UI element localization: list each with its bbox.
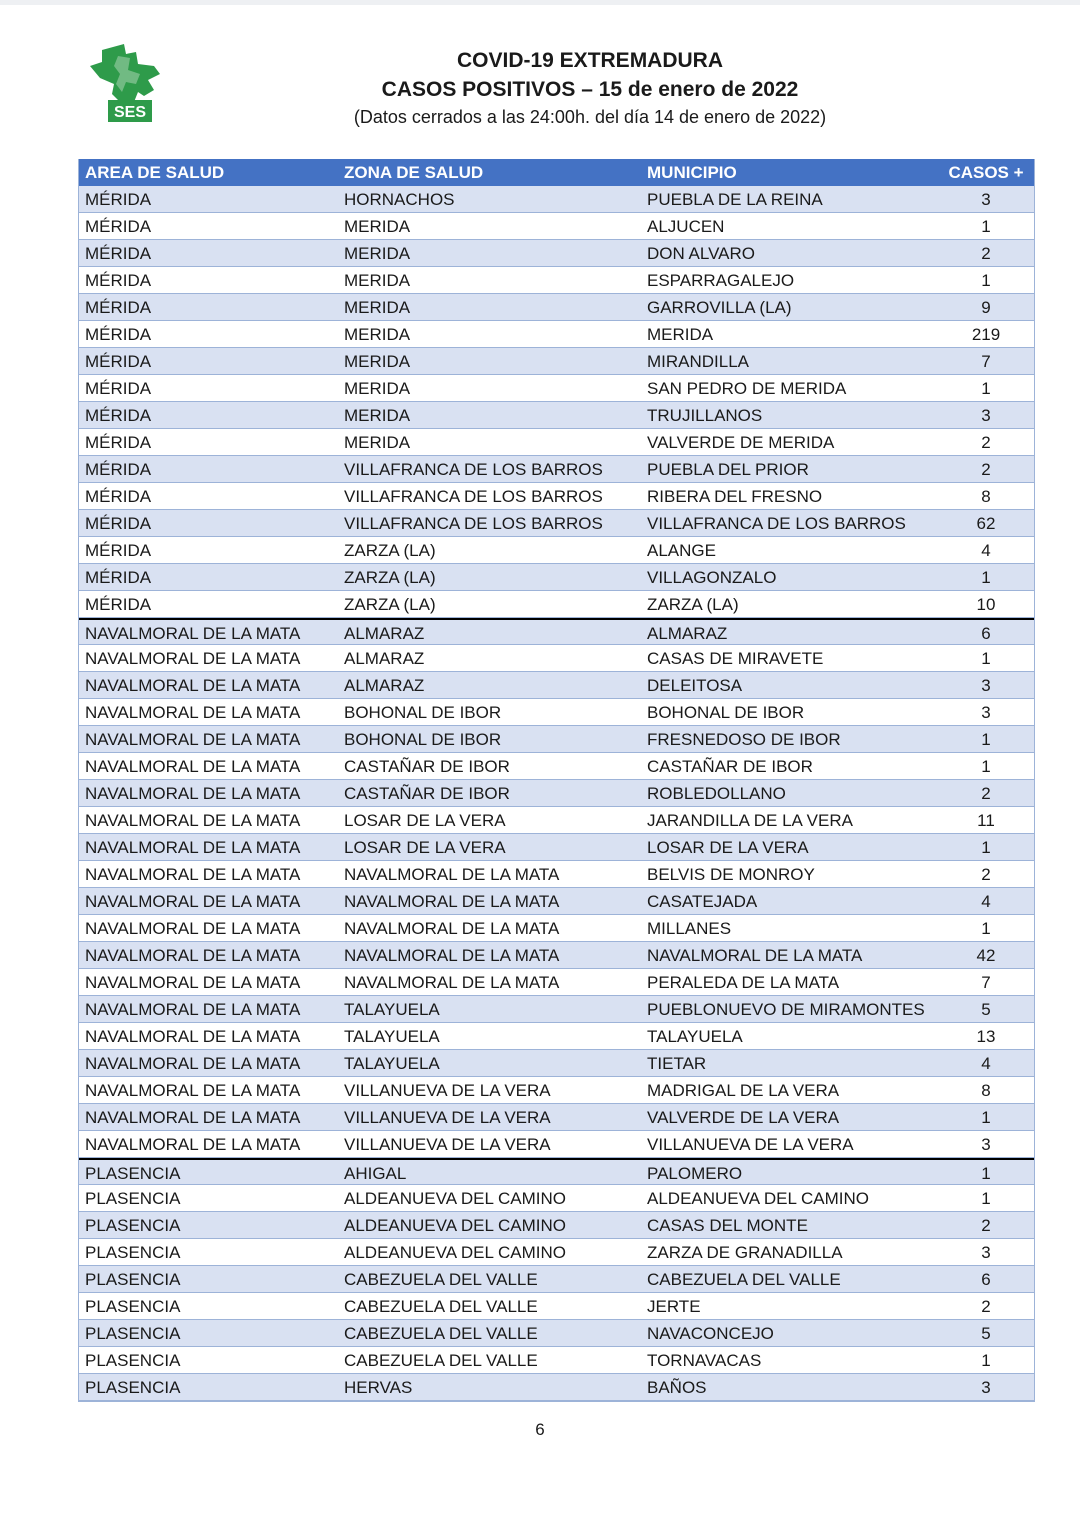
cell-zona: ZARZA (LA)	[344, 541, 436, 560]
cell-zona: ZARZA (LA)	[344, 595, 436, 614]
cell-municipio: RIBERA DEL FRESNO	[647, 487, 823, 506]
cell-area: NAVALMORAL DE LA MATA	[85, 1000, 301, 1019]
cell-casos: 1	[981, 730, 991, 749]
table-row	[79, 267, 1034, 294]
cell-casos: 1	[981, 1189, 991, 1208]
header-casos: CASOS +	[948, 163, 1024, 182]
cell-area: NAVALMORAL DE LA MATA	[85, 973, 301, 992]
cell-zona: CASTAÑAR DE IBOR	[344, 757, 510, 776]
cell-casos: 3	[981, 703, 991, 722]
table-row	[79, 240, 1034, 267]
cell-casos: 1	[981, 1164, 991, 1183]
cell-casos: 1	[981, 217, 991, 236]
cell-area: MÉRIDA	[85, 487, 152, 506]
table-row	[79, 888, 1034, 915]
cell-area: PLASENCIA	[85, 1297, 181, 1316]
cell-zona: BOHONAL DE IBOR	[344, 730, 502, 749]
table-row	[79, 1293, 1034, 1320]
cell-area: MÉRIDA	[85, 298, 152, 317]
cell-municipio: VALVERDE DE LA VERA	[647, 1108, 840, 1127]
cell-area: MÉRIDA	[85, 244, 152, 263]
table-row	[79, 1158, 1034, 1185]
table-row	[79, 348, 1034, 375]
cell-municipio: ESPARRAGALEJO	[647, 271, 795, 290]
table-row	[79, 1266, 1034, 1293]
cell-casos: 7	[981, 352, 991, 371]
ses-extremadura-logo-icon	[88, 44, 164, 126]
cell-casos: 10	[976, 595, 996, 614]
cell-area: MÉRIDA	[85, 217, 152, 236]
cell-area: PLASENCIA	[85, 1324, 181, 1343]
cell-municipio: ROBLEDOLLANO	[647, 784, 786, 803]
cell-area: MÉRIDA	[85, 514, 152, 533]
cell-casos: 2	[981, 433, 991, 452]
table-row	[79, 699, 1034, 726]
cell-area: PLASENCIA	[85, 1351, 181, 1370]
cell-area: MÉRIDA	[85, 325, 152, 344]
cell-zona: VILLANUEVA DE LA VERA	[344, 1135, 551, 1154]
cell-zona: VILLANUEVA DE LA VERA	[344, 1081, 551, 1100]
cell-municipio: MILLANES	[647, 919, 732, 938]
cell-zona: ALDEANUEVA DEL CAMINO	[344, 1243, 567, 1262]
cell-municipio: VILLANUEVA DE LA VERA	[647, 1135, 854, 1154]
cell-casos: 3	[981, 406, 991, 425]
cell-municipio: FRESNEDOSO DE IBOR	[647, 730, 841, 749]
header-municipio: MUNICIPIO	[647, 163, 737, 182]
table-row	[79, 1374, 1034, 1401]
cell-zona: NAVALMORAL DE LA MATA	[344, 946, 560, 965]
cell-casos: 6	[981, 624, 991, 643]
cell-municipio: PALOMERO	[647, 1164, 743, 1183]
cell-zona: CASTAÑAR DE IBOR	[344, 784, 510, 803]
cell-casos: 2	[981, 1216, 991, 1235]
cell-casos: 1	[981, 379, 991, 398]
cell-area: MÉRIDA	[85, 541, 152, 560]
cell-area: PLASENCIA	[85, 1243, 181, 1262]
cell-area: NAVALMORAL DE LA MATA	[85, 865, 301, 884]
cell-municipio: BAÑOS	[647, 1378, 707, 1397]
cell-area: NAVALMORAL DE LA MATA	[85, 1108, 301, 1127]
cell-area: NAVALMORAL DE LA MATA	[85, 1081, 301, 1100]
table-row	[79, 1104, 1034, 1131]
cell-zona: HERVAS	[344, 1378, 413, 1397]
cell-area: PLASENCIA	[85, 1378, 181, 1397]
cell-municipio: TORNAVACAS	[647, 1351, 762, 1370]
cell-zona: MERIDA	[344, 379, 411, 398]
cell-casos: 3	[981, 1243, 991, 1262]
table-row	[79, 294, 1034, 321]
cell-area: NAVALMORAL DE LA MATA	[85, 919, 301, 938]
cell-casos: 42	[976, 946, 996, 965]
cell-area: NAVALMORAL DE LA MATA	[85, 703, 301, 722]
cell-casos: 1	[981, 838, 991, 857]
table-row	[79, 456, 1034, 483]
cell-area: NAVALMORAL DE LA MATA	[85, 1054, 301, 1073]
cases-table	[78, 159, 1035, 1402]
cell-municipio: VALVERDE DE MERIDA	[647, 433, 835, 452]
cell-casos: 1	[981, 1108, 991, 1127]
cell-area: NAVALMORAL DE LA MATA	[85, 946, 301, 965]
cell-municipio: JERTE	[647, 1297, 701, 1316]
cell-municipio: MIRANDILLA	[647, 352, 750, 371]
cell-municipio: ZARZA DE GRANADILLA	[647, 1243, 843, 1262]
page-number: 6	[535, 1420, 545, 1439]
table-row	[79, 591, 1034, 618]
cell-municipio: CASAS DE MIRAVETE	[647, 649, 824, 668]
cell-municipio: MERIDA	[647, 325, 714, 344]
table-row	[79, 726, 1034, 753]
cell-casos: 1	[981, 919, 991, 938]
cell-municipio: CASTAÑAR DE IBOR	[647, 757, 813, 776]
cell-zona: VILLAFRANCA DE LOS BARROS	[344, 460, 603, 479]
cell-zona: TALAYUELA	[344, 1027, 440, 1046]
cell-area: NAVALMORAL DE LA MATA	[85, 757, 301, 776]
cell-casos: 1	[981, 649, 991, 668]
cell-zona: ALMARAZ	[344, 624, 425, 643]
cell-zona: ALDEANUEVA DEL CAMINO	[344, 1216, 567, 1235]
cell-casos: 1	[981, 568, 991, 587]
cell-casos: 2	[981, 865, 991, 884]
cell-area: PLASENCIA	[85, 1164, 181, 1183]
table-row	[79, 1023, 1034, 1050]
cell-casos: 62	[976, 514, 996, 533]
table-row	[79, 645, 1034, 672]
cell-zona: MERIDA	[344, 271, 411, 290]
cell-zona: ALMARAZ	[344, 676, 425, 695]
cell-area: MÉRIDA	[85, 352, 152, 371]
table-row	[79, 1239, 1034, 1266]
cell-zona: NAVALMORAL DE LA MATA	[344, 919, 560, 938]
table-row	[79, 213, 1034, 240]
cell-zona: MERIDA	[344, 406, 411, 425]
cell-zona: VILLAFRANCA DE LOS BARROS	[344, 487, 603, 506]
cell-area: PLASENCIA	[85, 1189, 181, 1208]
cell-zona: NAVALMORAL DE LA MATA	[344, 973, 560, 992]
header-area-de-salud: AREA DE SALUD	[85, 163, 225, 182]
cell-municipio: PUEBLA DEL PRIOR	[647, 460, 809, 479]
cell-casos: 1	[981, 1351, 991, 1370]
table-row	[79, 834, 1034, 861]
cell-casos: 7	[981, 973, 991, 992]
cell-casos: 3	[981, 676, 991, 695]
cell-municipio: BOHONAL DE IBOR	[647, 703, 805, 722]
subtitle: (Datos cerrados a las 24:00h. del día 14 de enero de 2022)	[353, 107, 827, 127]
cell-area: MÉRIDA	[85, 379, 152, 398]
table-row	[79, 969, 1034, 996]
cell-area: MÉRIDA	[85, 406, 152, 425]
cell-casos: 3	[981, 1135, 991, 1154]
cell-casos: 2	[981, 244, 991, 263]
cell-area: PLASENCIA	[85, 1216, 181, 1235]
cell-municipio: DELEITOSA	[647, 676, 743, 695]
cell-municipio: ALANGE	[647, 541, 716, 560]
cell-municipio: GARROVILLA (LA)	[647, 298, 792, 317]
cell-municipio: SAN PEDRO DE MERIDA	[647, 379, 847, 398]
cell-municipio: LOSAR DE LA VERA	[647, 838, 809, 857]
top-strip	[0, 0, 1080, 5]
table-row	[79, 942, 1034, 969]
cell-area: MÉRIDA	[85, 190, 152, 209]
cell-area: NAVALMORAL DE LA MATA	[85, 676, 301, 695]
cell-area: NAVALMORAL DE LA MATA	[85, 838, 301, 857]
cell-casos: 2	[981, 784, 991, 803]
cell-municipio: PUEBLA DE LA REINA	[647, 190, 823, 209]
cell-area: NAVALMORAL DE LA MATA	[85, 624, 301, 643]
cell-zona: BOHONAL DE IBOR	[344, 703, 502, 722]
table-row	[79, 780, 1034, 807]
table-row	[79, 375, 1034, 402]
cell-casos: 1	[981, 757, 991, 776]
cell-municipio: CASATEJADA	[647, 892, 758, 911]
cell-zona: ALDEANUEVA DEL CAMINO	[344, 1189, 567, 1208]
page-header	[200, 46, 980, 130]
cell-area: MÉRIDA	[85, 271, 152, 290]
cell-zona: AHIGAL	[344, 1164, 407, 1183]
cell-zona: NAVALMORAL DE LA MATA	[344, 865, 560, 884]
table-row	[79, 186, 1034, 213]
cell-casos: 5	[981, 1000, 991, 1019]
cell-casos: 11	[977, 811, 995, 830]
ses-logo	[88, 44, 164, 126]
cell-zona: CABEZUELA DEL VALLE	[344, 1270, 538, 1289]
cell-municipio: TALAYUELA	[647, 1027, 743, 1046]
cell-municipio: PERALEDA DE LA MATA	[647, 973, 840, 992]
cell-zona: NAVALMORAL DE LA MATA	[344, 892, 560, 911]
table-row	[79, 1347, 1034, 1374]
cell-zona: LOSAR DE LA VERA	[344, 811, 506, 830]
cell-zona: MERIDA	[344, 433, 411, 452]
cell-municipio: PUEBLONUEVO DE MIRAMONTES	[647, 1000, 925, 1019]
cell-area: NAVALMORAL DE LA MATA	[85, 1027, 301, 1046]
table-row	[79, 996, 1034, 1023]
cell-municipio: MADRIGAL DE LA VERA	[647, 1081, 840, 1100]
cell-municipio: DON ALVARO	[647, 244, 756, 263]
title-line-2: CASOS POSITIVOS – 15 de enero de 2022	[381, 78, 799, 101]
cell-area: MÉRIDA	[85, 433, 152, 452]
header-zona-de-salud: ZONA DE SALUD	[344, 163, 484, 182]
cell-area: MÉRIDA	[85, 568, 152, 587]
cell-zona: ZARZA (LA)	[344, 568, 436, 587]
cell-area: NAVALMORAL DE LA MATA	[85, 730, 301, 749]
cell-zona: CABEZUELA DEL VALLE	[344, 1351, 538, 1370]
cell-casos: 1	[981, 271, 991, 290]
table-row	[79, 537, 1034, 564]
cell-area: NAVALMORAL DE LA MATA	[85, 811, 301, 830]
table-row	[79, 510, 1034, 537]
table-row	[79, 483, 1034, 510]
cell-zona: MERIDA	[344, 244, 411, 263]
cell-municipio: CABEZUELA DEL VALLE	[647, 1270, 841, 1289]
logo-text: SES	[113, 104, 147, 121]
cell-municipio: ALDEANUEVA DEL CAMINO	[647, 1189, 870, 1208]
cell-casos: 2	[981, 460, 991, 479]
table-row	[79, 429, 1034, 456]
cell-casos: 13	[976, 1027, 996, 1046]
title-line-1: COVID-19 EXTREMADURA	[456, 49, 724, 72]
cell-casos: 4	[981, 1054, 991, 1073]
cell-zona: MERIDA	[344, 298, 411, 317]
cell-casos: 4	[981, 541, 991, 560]
cell-zona: VILLANUEVA DE LA VERA	[344, 1108, 551, 1127]
cell-zona: ALMARAZ	[344, 649, 425, 668]
cell-area: MÉRIDA	[85, 595, 152, 614]
table-row	[79, 1185, 1034, 1212]
table-row	[79, 672, 1034, 699]
cell-casos: 6	[981, 1270, 991, 1289]
table-header-row	[79, 159, 1034, 186]
cell-municipio: CASAS DEL MONTE	[647, 1216, 808, 1235]
cell-zona: CABEZUELA DEL VALLE	[344, 1297, 538, 1316]
cell-area: NAVALMORAL DE LA MATA	[85, 892, 301, 911]
cell-area: NAVALMORAL DE LA MATA	[85, 649, 301, 668]
cell-municipio: NAVACONCEJO	[647, 1324, 774, 1343]
cell-municipio: TRUJILLANOS	[647, 406, 763, 425]
cell-zona: TALAYUELA	[344, 1054, 440, 1073]
cell-zona: MERIDA	[344, 352, 411, 371]
cell-casos: 4	[981, 892, 991, 911]
cell-zona: MERIDA	[344, 217, 411, 236]
cell-municipio: BELVIS DE MONROY	[647, 865, 815, 884]
cell-municipio: ALJUCEN	[647, 217, 725, 236]
table-row	[79, 753, 1034, 780]
cell-zona: TALAYUELA	[344, 1000, 440, 1019]
table-row	[79, 1077, 1034, 1104]
table-row	[79, 807, 1034, 834]
table-row	[79, 1212, 1034, 1239]
cell-zona: HORNACHOS	[344, 190, 455, 209]
table-row	[79, 1131, 1034, 1158]
cell-casos: 8	[981, 1081, 991, 1100]
table-row	[79, 618, 1034, 645]
cell-area: MÉRIDA	[85, 460, 152, 479]
cell-casos: 3	[981, 1378, 991, 1397]
cell-casos: 9	[981, 298, 991, 317]
cell-area: PLASENCIA	[85, 1270, 181, 1289]
cell-casos: 5	[981, 1324, 991, 1343]
cell-zona: VILLAFRANCA DE LOS BARROS	[344, 514, 603, 533]
cell-area: NAVALMORAL DE LA MATA	[85, 1135, 301, 1154]
table-row	[79, 402, 1034, 429]
cell-municipio: TIETAR	[647, 1054, 707, 1073]
cell-area: NAVALMORAL DE LA MATA	[85, 784, 301, 803]
cell-zona: MERIDA	[344, 325, 411, 344]
table-row	[79, 915, 1034, 942]
cell-casos: 8	[981, 487, 991, 506]
table-row	[79, 564, 1034, 591]
cell-casos: 3	[981, 190, 991, 209]
cell-zona: LOSAR DE LA VERA	[344, 838, 506, 857]
cell-casos: 2	[981, 1297, 991, 1316]
cell-casos: 219	[971, 325, 1001, 344]
cell-municipio: ZARZA (LA)	[647, 595, 739, 614]
cell-municipio: NAVALMORAL DE LA MATA	[647, 946, 863, 965]
table-row	[79, 1050, 1034, 1077]
cell-municipio: VILLAFRANCA DE LOS BARROS	[647, 514, 906, 533]
cell-municipio: ALMARAZ	[647, 624, 728, 643]
table-row	[79, 1320, 1034, 1347]
cell-municipio: JARANDILLA DE LA VERA	[647, 811, 853, 830]
cell-zona: CABEZUELA DEL VALLE	[344, 1324, 538, 1343]
cell-municipio: VILLAGONZALO	[647, 568, 777, 587]
table-row	[79, 861, 1034, 888]
table-row	[79, 321, 1034, 348]
